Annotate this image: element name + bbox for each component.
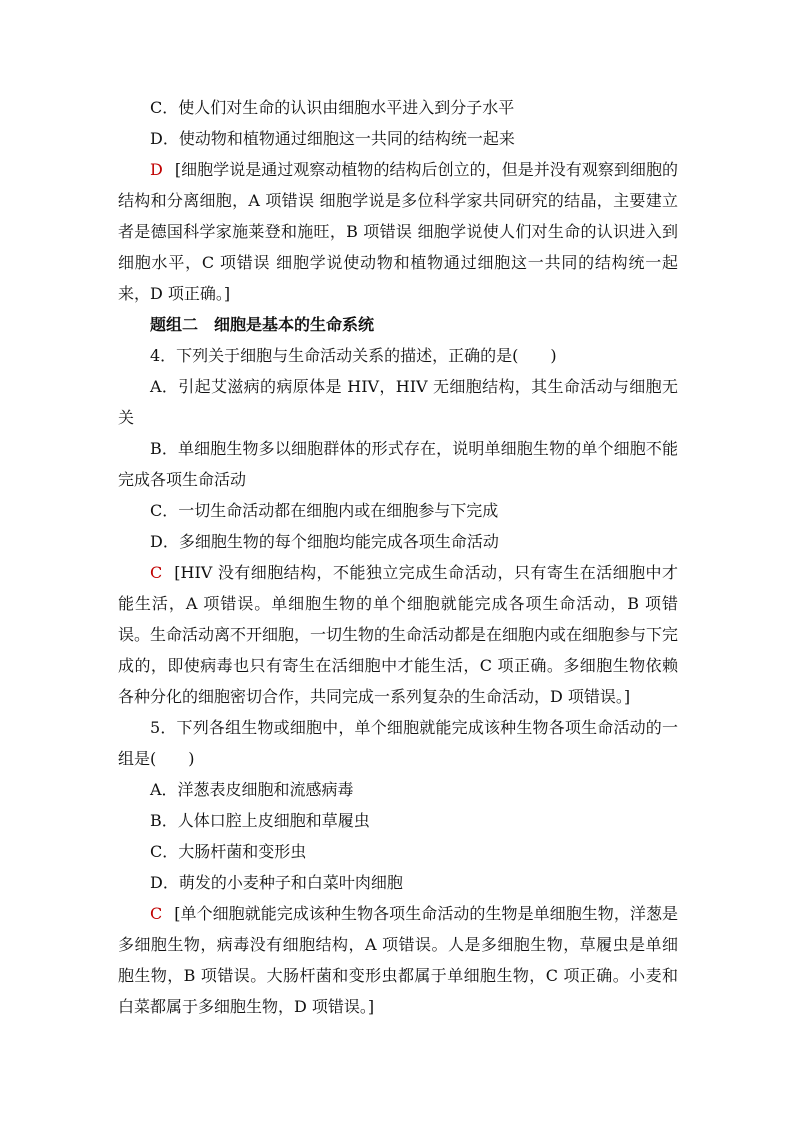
q5-stem: 5．下列各组生物或细胞中，单个细胞就能完成该种生物各项生命活动的一组是( ) bbox=[118, 718, 678, 768]
q4-option-a: A．引起艾滋病的病原体是 HIV，HIV 无细胞结构，其生命活动与细胞无关 bbox=[118, 377, 678, 427]
q5-answer-block bbox=[118, 898, 678, 1022]
q5-option-c: C．大肠杆菌和变形虫 bbox=[150, 842, 307, 861]
q3-option-c: C．使人们对生命的认识由细胞水平进入到分子水平 bbox=[150, 98, 515, 117]
section-heading: 题组二 细胞是基本的生命系统 bbox=[150, 315, 375, 334]
document-content bbox=[118, 92, 678, 1022]
q4-option-c: C．一切生命活动都在细胞内或在细胞参与下完成 bbox=[150, 501, 499, 520]
q3-answer-block bbox=[118, 154, 678, 309]
q4-answer: C bbox=[150, 563, 163, 582]
q5-option-d: D．萌发的小麦种子和白菜叶肉细胞 bbox=[150, 873, 403, 892]
q5-option-a: A．洋葱表皮细胞和流感病毒 bbox=[150, 780, 354, 799]
q5-option-b: B．人体口腔上皮细胞和草履虫 bbox=[150, 811, 370, 830]
q4-option-d: D．多细胞生物的每个细胞均能完成各项生命活动 bbox=[150, 532, 499, 551]
q4-stem: 4．下列关于细胞与生命活动关系的描述，正确的是( ) bbox=[150, 346, 557, 365]
q3-explanation: [细胞学说是通过观察动植物的结构后创立的，但是并没有观察到细胞的结构和分离细胞，A 项错误 细胞学说是多位科学家共同研究的结晶，主要建立者是德国科学家施莱登和施旺，B 项错误 细胞学说使人们对生命的认识进入到细胞水平，C 项错误 细胞学说使动物和植物通过细胞这一共同的结构统一起来，D 项正确。] bbox=[118, 160, 678, 303]
q4-option-b: B．单细胞生物多以细胞群体的形式存在，说明单细胞生物的单个细胞不能完成各项生命活动 bbox=[118, 439, 678, 489]
q4-answer-block bbox=[118, 557, 678, 712]
q5-answer: C bbox=[150, 904, 163, 923]
q3-option-d: D．使动物和植物通过细胞这一共同的结构统一起来 bbox=[150, 129, 515, 148]
q5-explanation: [单个细胞就能完成该种生物各项生命活动的生物是单细胞生物，洋葱是多细胞生物，病毒没有细胞结构，A 项错误。人是多细胞生物，草履虫是单细胞生物，B 项错误。大肠杆菌和变形虫都属于单细胞生物，C 项正确。小麦和白菜都属于多细胞生物，D 项错误。] bbox=[118, 904, 678, 1016]
q3-answer: D bbox=[150, 160, 163, 179]
q4-explanation: [HIV 没有细胞结构，不能独立完成生命活动，只有寄生在活细胞中才能生活，A 项错误。单细胞生物的单个细胞就能完成各项生命活动，B 项错误。生命活动离不开细胞，一切生物的生命活动都是在细胞内或在细胞参与下完成的，即使病毒也只有寄生在活细胞中才能生活，C 项正确。多细胞生物依赖各种分化的细胞密切合作，共同完成一系列复杂的生命活动，D 项错误。] bbox=[118, 563, 679, 706]
